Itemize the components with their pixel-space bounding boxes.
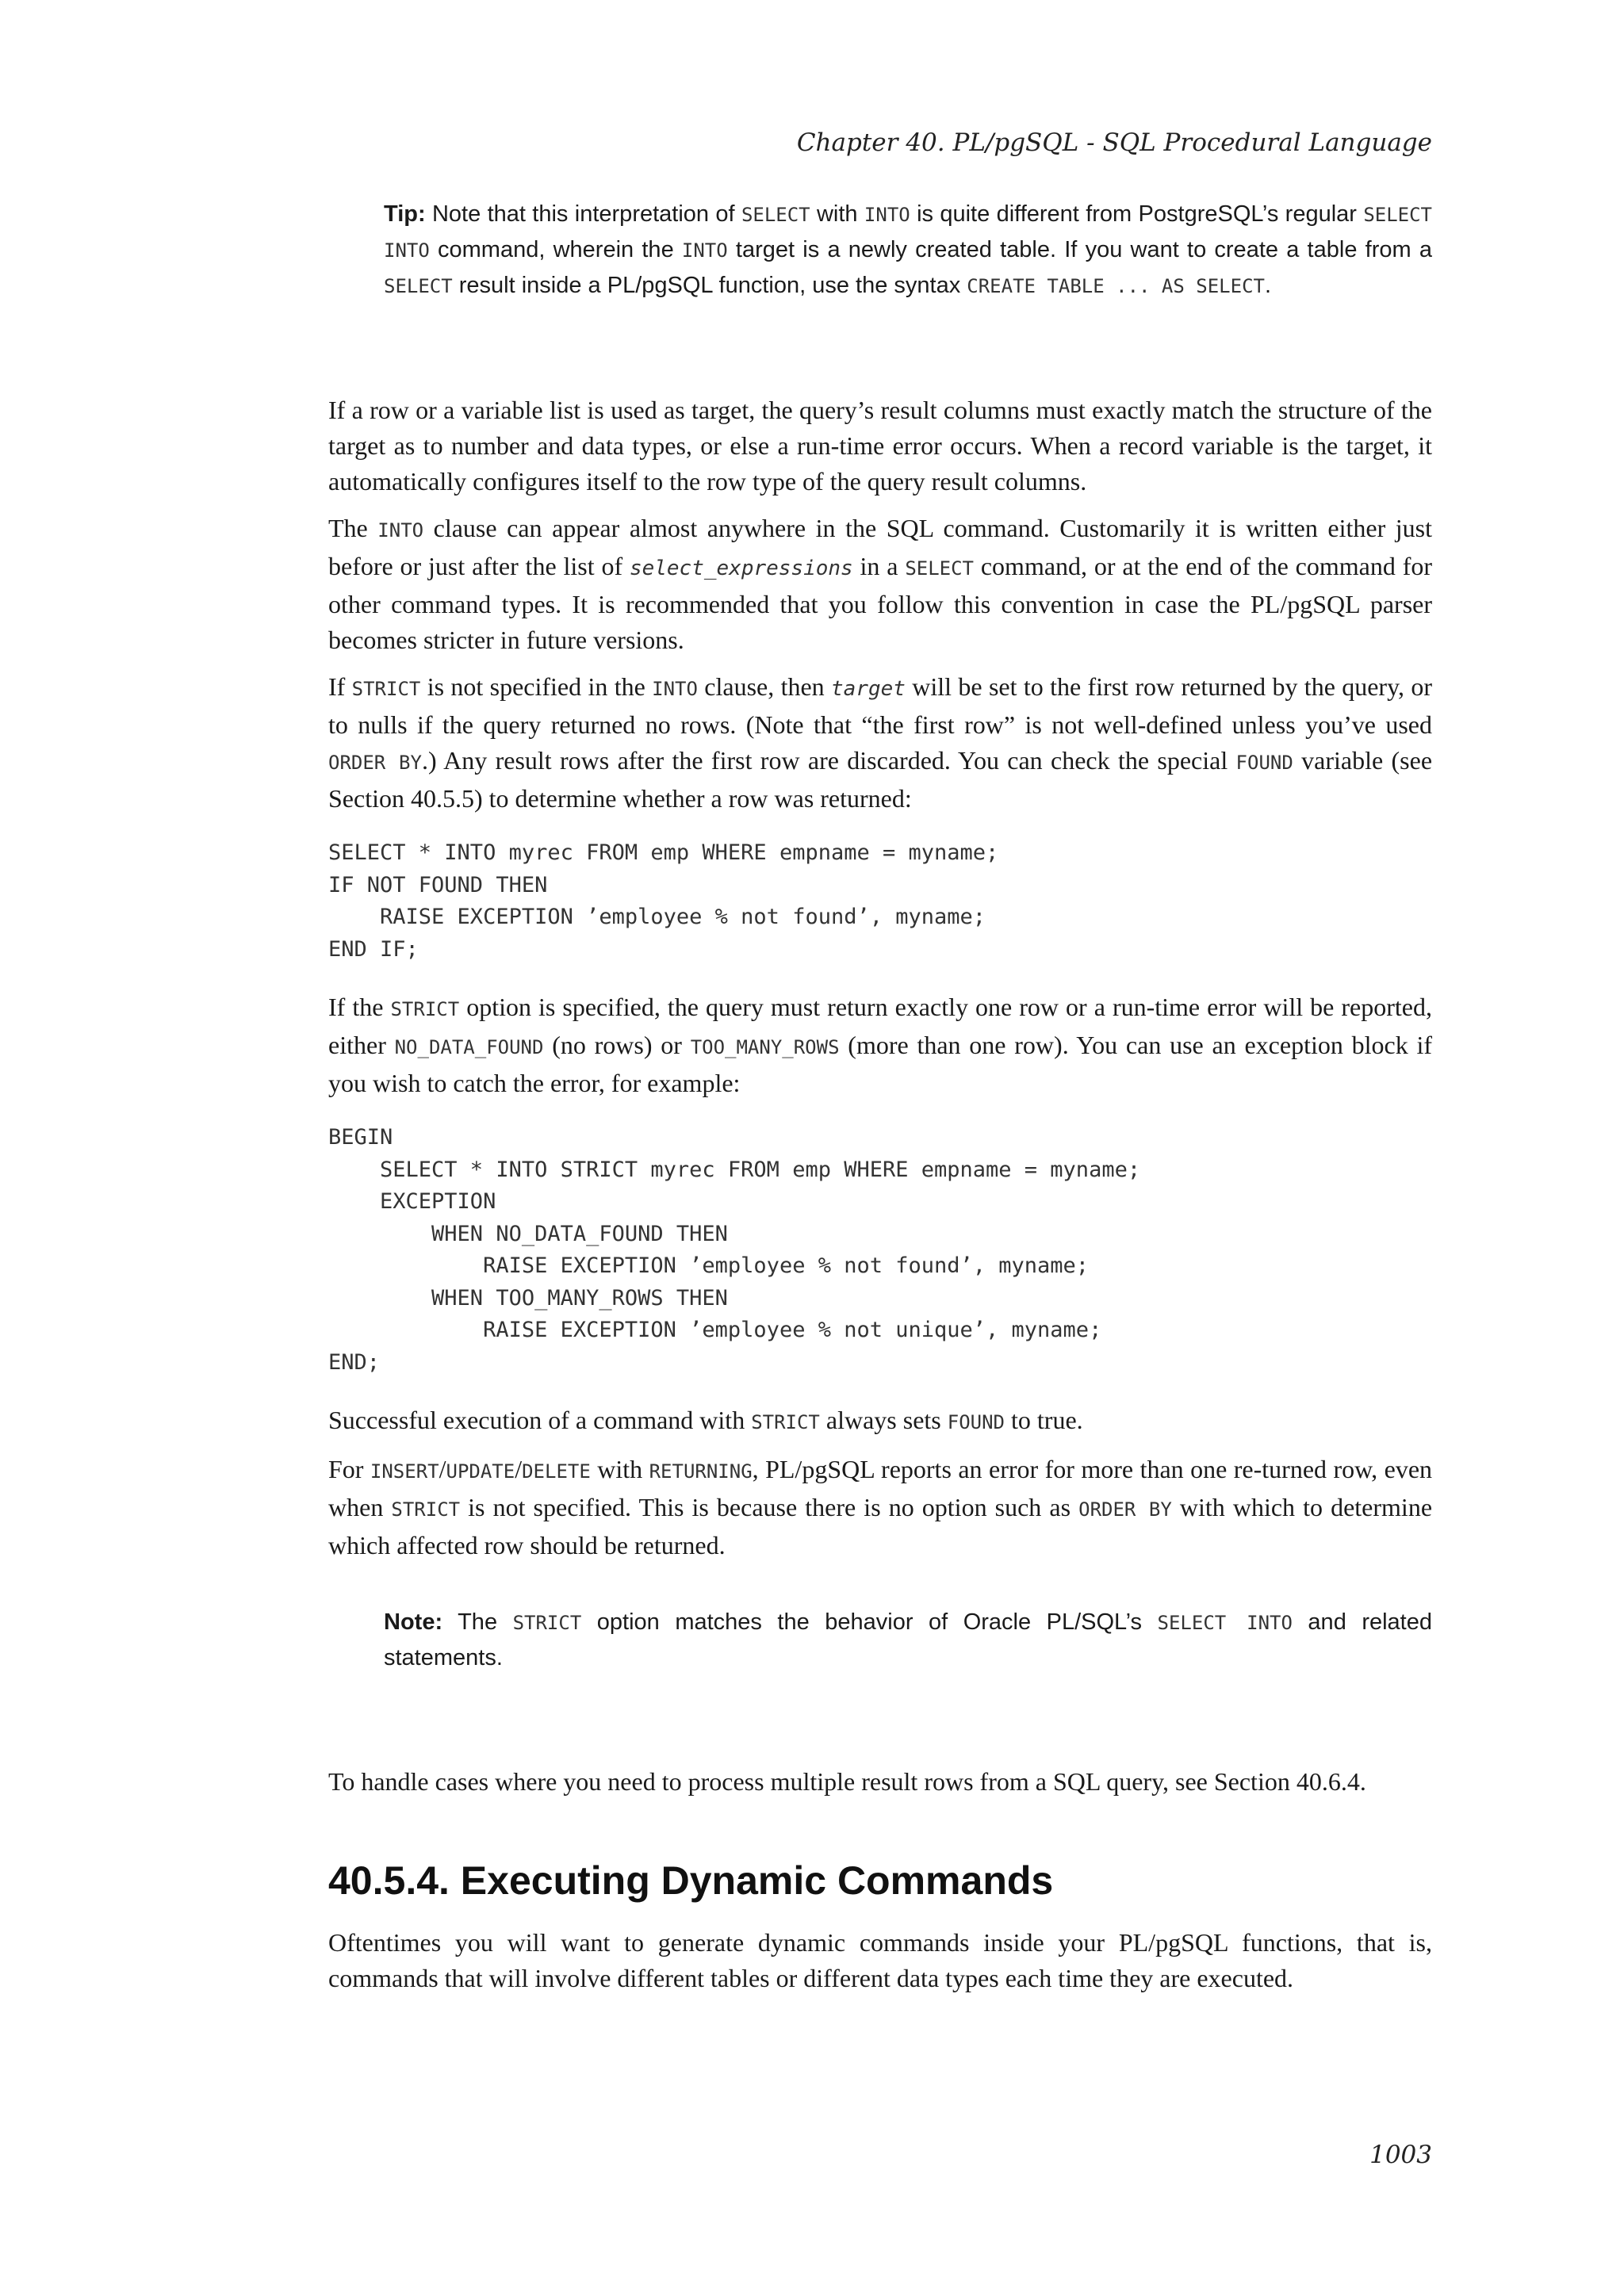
inline-code: TOO_MANY_ROWS xyxy=(690,1036,840,1058)
inline-code: STRICT xyxy=(751,1411,820,1433)
inline-code: ORDER BY xyxy=(1078,1498,1172,1521)
inline-code: INSERT xyxy=(370,1460,439,1483)
inline-code: INTO xyxy=(377,519,424,541)
inline-code: STRICT xyxy=(351,678,421,700)
inline-code: DELETE xyxy=(522,1460,591,1483)
inline-code: STRICT xyxy=(391,1498,461,1521)
tip-label: Tip: xyxy=(384,201,426,227)
inline-code: INTO xyxy=(864,204,910,226)
paragraph-strict-specified: If the STRICT option is specified, the query must return exactly one row or a run-time error will be reported, either NO_DATA_FOUND (no rows) or TOO_MANY_ROWS (more than one row). You can use an exception block if you wish to catch the error, for example: xyxy=(328,993,1433,1097)
paragraph-multiple-rows: To handle cases where you need to process multiple result rows from a SQL query, see Section 40.6.4. xyxy=(328,1767,1366,1796)
inline-code: FOUND xyxy=(1235,752,1293,774)
document-page xyxy=(328,0,1432,2296)
inline-code: STRICT xyxy=(512,1612,582,1634)
inline-code: SELECT xyxy=(905,557,975,580)
inline-code: INTO xyxy=(652,678,698,700)
paragraph-into-clause: The INTO clause can appear almost anywhere in the SQL command. Customarily it is written either just before or just after the list of select_expressions in a SELECT command, or at the end of the command for other command types. It is recommended that you follow this convention in case the PL/pgSQL parser becomes stricter in future versions. xyxy=(328,514,1433,654)
note-label: Note: xyxy=(384,1609,443,1635)
inline-code: NO_DATA_FOUND xyxy=(394,1036,544,1058)
inline-code: ORDER BY xyxy=(328,752,422,774)
inline-code: UPDATE xyxy=(446,1460,515,1483)
running-header: Chapter 40. PL/pgSQL - SQL Procedural Language xyxy=(796,128,1432,157)
section-heading: 40.5.4. Executing Dynamic Commands xyxy=(328,1858,1054,1903)
paragraph-returning: For INSERT/UPDATE/DELETE with RETURNING, PL/pgSQL reports an error for more than one re-turned row, even when STRICT is not specified. This is because there is no option such as ORDER BY with which to determine which affected row should be returned. xyxy=(328,1455,1433,1559)
paragraph-row-target: If a row or a variable list is used as target, the query’s result columns must exactly match the structure of the target as to number and data types, or else a run-time error occurs. When a record variable is the target, it automatically configures itself to the row type of the query result columns. xyxy=(328,396,1432,496)
inline-code: STRICT xyxy=(390,998,460,1020)
inline-code: SELECT xyxy=(384,275,453,297)
inline-code: SELECT INTO xyxy=(384,204,1433,262)
code-example-exception: BEGIN SELECT * INTO STRICT myrec FROM emp WHERE empname = myname; EXCEPTION WHEN NO_DATA_FOUND THEN RAISE EXCEPTION ’employee % not found’, myname; WHEN TOO_MANY_ROWS THEN RAISE EXCEPTION ’employee % not unique’, myname; END; xyxy=(328,1125,1141,1375)
inline-code: CREATE TABLE ... AS SELECT xyxy=(967,275,1265,297)
inline-code: FOUND xyxy=(947,1411,1005,1433)
replaceable-term: select_expressions xyxy=(629,557,853,580)
inline-code: SELECT INTO xyxy=(1157,1612,1293,1634)
inline-code: RETURNING xyxy=(649,1460,753,1483)
paragraph-strict-unspecified: If STRICT is not specified in the INTO clause, then target will be set to the first row returned by the query, or to nulls if the query returned no rows. (Note that “the first row” is not well-defined unless you’ve used ORDER BY.) Any result rows after the first row are discarded. You can check the special FOUND variable (see Section 40.5.5) to determine whether a row was returned: xyxy=(328,672,1433,813)
tip-box: Tip: Note that this interpretation of SELECT with INTO is quite different from PostgreSQL’s regular SELECT INTO command, wherein the INTO target is a newly created table. If you want to create a table from a SELECT result inside a PL/pgSQL function, use the syntax CREATE TABLE ... AS SELECT. xyxy=(384,201,1433,298)
page-number: 1003 xyxy=(1369,2141,1432,2169)
inline-code: SELECT xyxy=(741,204,810,226)
code-example-found: SELECT * INTO myrec FROM emp WHERE empname = myname; IF NOT FOUND THEN RAISE EXCEPTION ’employee % not found’, myname; END IF; xyxy=(328,840,999,962)
page-content xyxy=(328,197,1432,2007)
paragraph-dynamic-commands: Oftentimes you will want to generate dynamic commands inside your PL/pgSQL functions, that is, commands that will involve different tables or different data types each time they are executed. xyxy=(328,1928,1432,1992)
paragraph-found-true: Successful execution of a command with STRICT always sets FOUND to true. xyxy=(328,1406,1083,1434)
inline-code: INTO xyxy=(681,239,728,262)
note-box: Note: The STRICT option matches the behavior of Oracle PL/SQL’s SELECT INTO and related statements. xyxy=(384,1609,1432,1670)
replaceable-term: target xyxy=(831,677,906,701)
